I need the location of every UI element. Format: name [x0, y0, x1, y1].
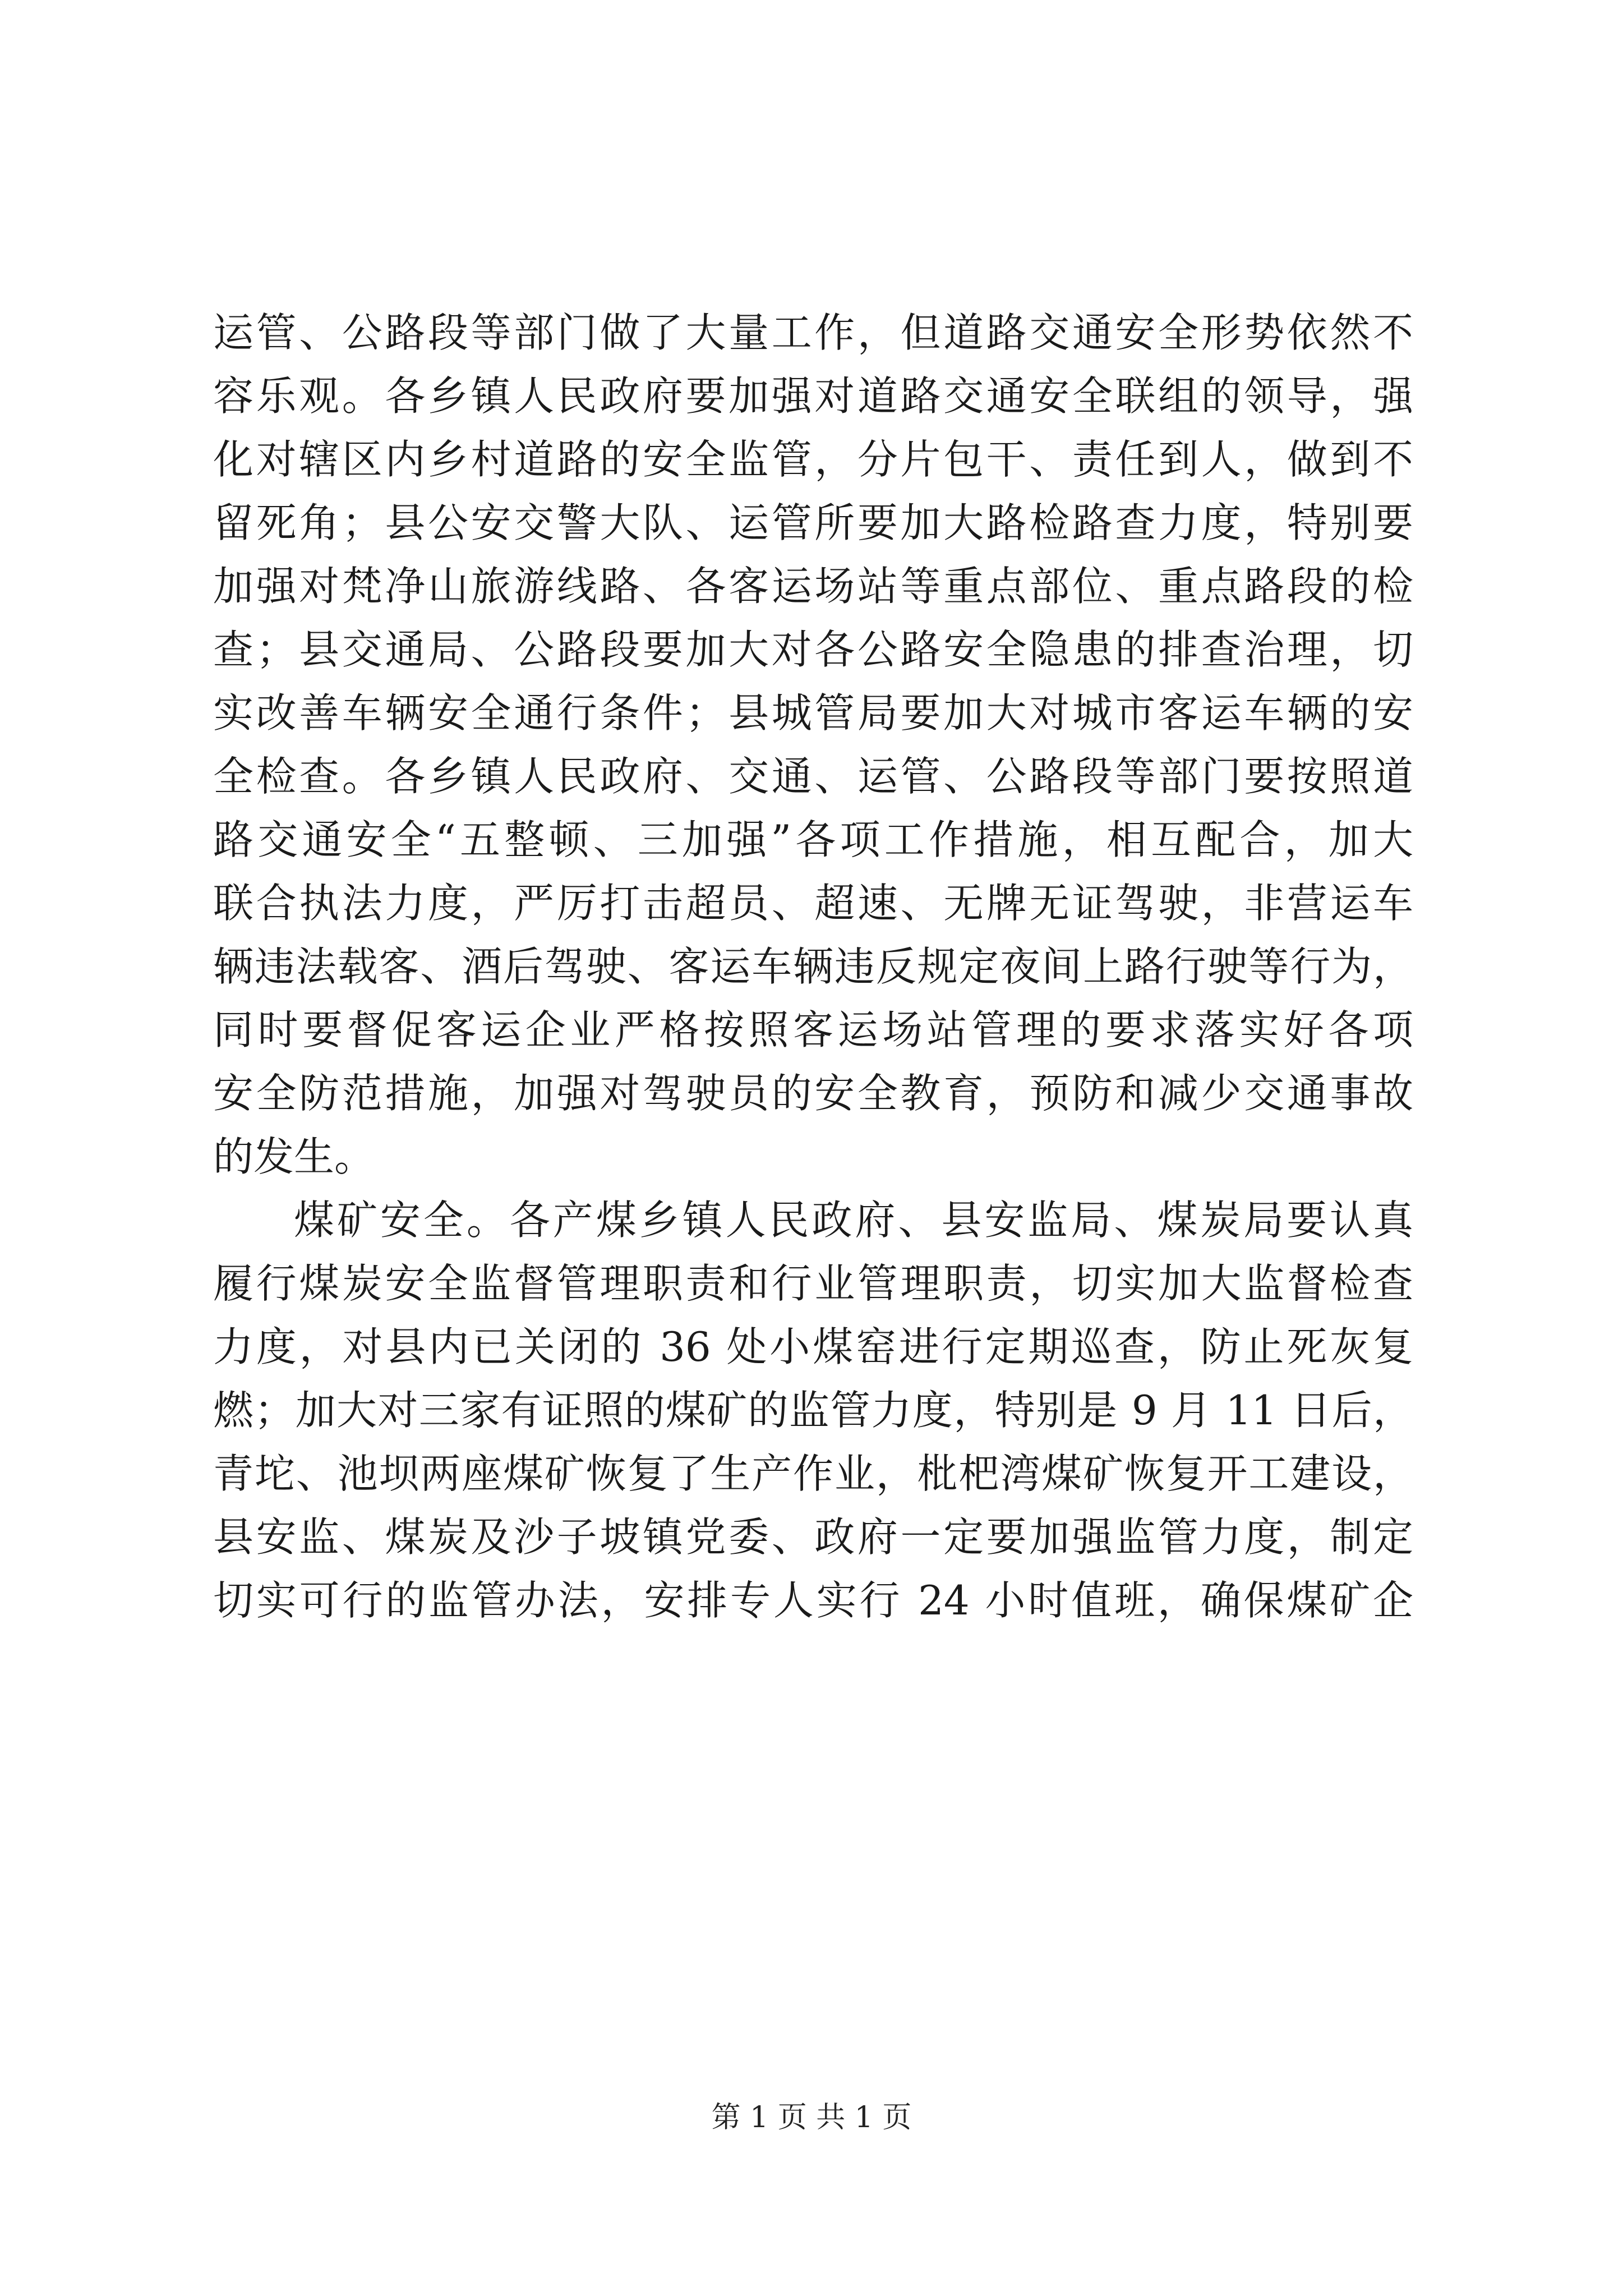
paragraph-1-line-9: 路交通安全“五整顿、三加强”各项工作措施，相互配合，加大 [213, 816, 1413, 863]
paragraph-1-line-1: 运管、公路段等部门做了大量工作，但道路交通安全形势依然不 [213, 309, 1413, 356]
paragraph-2-line-4: 燃；加大对三家有证照的煤矿的监管力度，特别是 9 月 11 日后， [213, 1387, 1413, 1434]
paragraph-1-line-5: 加强对梵净山旅游线路、各客运场站等重点部位、重点路段的检 [213, 563, 1413, 610]
paragraph-1-line-10: 联合执法力度，严厉打击超员、超速、无牌无证驾驶，非营运车 [213, 880, 1413, 927]
paragraph-1-line-2: 容乐观。各乡镇人民政府要加强对道路交通安全联组的领导，强 [213, 372, 1413, 420]
paragraph-2-line-1: 煤矿安全。各产煤乡镇人民政府、县安监局、煤炭局要认真 [294, 1197, 1413, 1244]
paragraph-2-line-7: 切实可行的监管办法，安排专人实行 24 小时值班，确保煤矿企 [213, 1577, 1413, 1624]
paragraph-1-line-12: 同时要督促客运企业严格按照客运场站管理的要求落实好各项 [213, 1006, 1413, 1053]
paragraph-1-line-7: 实改善车辆安全通行条件；县城管局要加大对城市客运车辆的安 [213, 689, 1413, 737]
paragraph-1-line-4: 留死角；县公安交警大队、运管所要加大路检路查力度，特别要 [213, 499, 1413, 546]
paragraph-2-line-2: 履行煤炭安全监督管理职责和行业管理职责，切实加大监督检查 [213, 1260, 1413, 1307]
paragraph-1-line-11: 辆违法载客、酒后驾驶、客运车辆违反规定夜间上路行驶等行为， [213, 943, 1413, 990]
paragraph-2-line-3: 力度，对县内已关闭的 36 处小煤窑进行定期巡查，防止死灰复 [213, 1323, 1413, 1370]
paragraph-1-line-6: 查；县交通局、公路段要加大对各公路安全隐患的排查治理，切 [213, 626, 1413, 673]
page-number-footer: 第 1 页 共 1 页 [711, 2101, 912, 2134]
paragraph-1-line-3: 化对辖区内乡村道路的安全监管，分片包干、责任到人，做到不 [213, 436, 1413, 483]
paragraph-2-line-5: 青坨、池坝两座煤矿恢复了生产作业，枇杷湾煤矿恢复开工建设， [213, 1450, 1413, 1497]
paragraph-1-line-8: 全检查。各乡镇人民政府、交通、运管、公路段等部门要按照道 [213, 753, 1413, 800]
paragraph-1-line-14: 的发生。 [213, 1133, 375, 1180]
paragraph-1-line-13: 安全防范措施，加强对驾驶员的安全教育，预防和减少交通事故 [213, 1070, 1413, 1117]
paragraph-2-line-6: 县安监、煤炭及沙子坡镇党委、政府一定要加强监管力度，制定 [213, 1513, 1413, 1561]
